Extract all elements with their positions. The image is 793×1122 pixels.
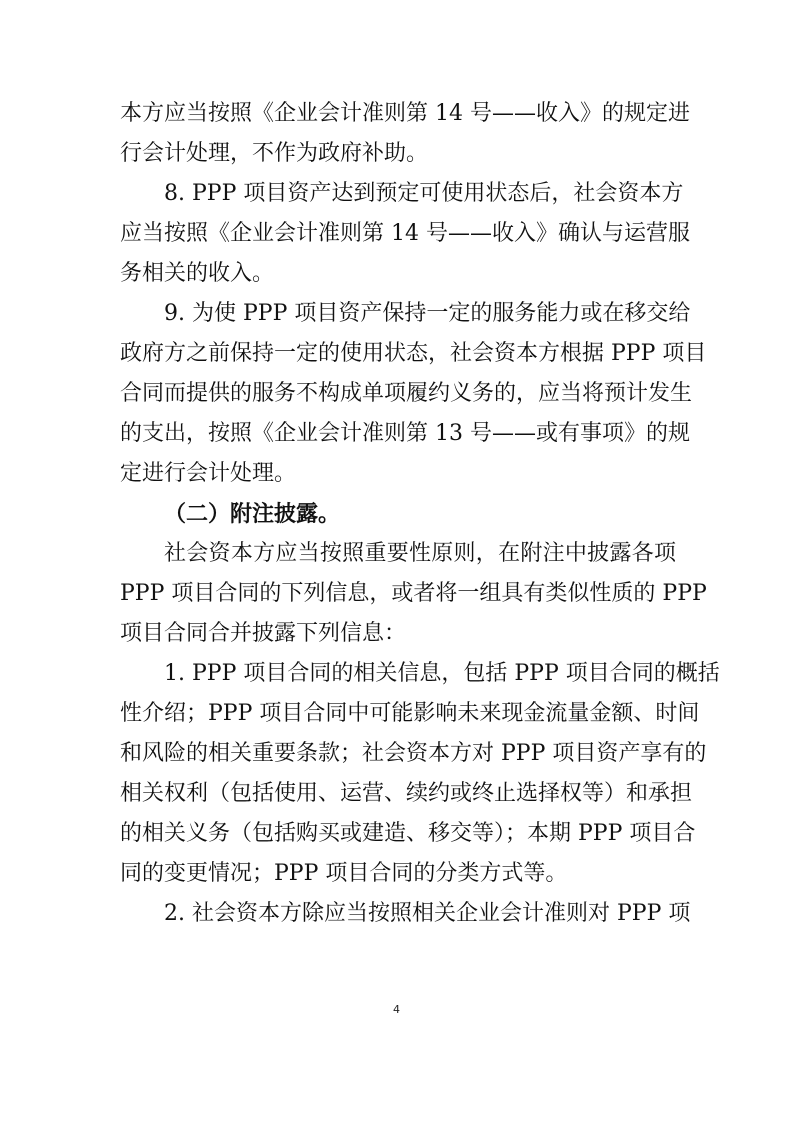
paragraph-line: 的相关义务（包括购买或建造、移交等）；本期 PPP 项目合 xyxy=(120,821,696,846)
paragraph-line: 定进行会计处理。 xyxy=(120,461,297,486)
paragraph-line: 政府方之前保持一定的使用状态，社会资本方根据 PPP 项目 xyxy=(120,341,707,366)
paragraph-line: 合同而提供的服务不构成单项履约义务的，应当将预计发生 xyxy=(120,381,693,406)
paragraph-line: 同的变更情况；PPP 项目合同的分类方式等。 xyxy=(120,861,568,886)
paragraph-line: 应当按照《企业会计准则第 14 号——收入》确认与运营服 xyxy=(120,221,690,246)
paragraph-line: 行会计处理，不作为政府补助。 xyxy=(120,141,429,166)
paragraph-line: 性介绍；PPP 项目合同中可能影响未来现金流量金额、时间 xyxy=(120,701,700,726)
paragraph-line: 1. PPP 项目合同的相关信息，包括 PPP 项目合同的概括 xyxy=(164,661,720,686)
paragraph-line: 和风险的相关重要条款；社会资本方对 PPP 项目资产享有的 xyxy=(120,741,707,766)
paragraph-line: 社会资本方应当按照重要性原则，在附注中披露各项 xyxy=(164,541,676,566)
paragraph-line: 9. 为使 PPP 项目资产保持一定的服务能力或在移交给 xyxy=(164,301,691,326)
paragraph-line: 项目合同合并披露下列信息： xyxy=(120,621,407,646)
paragraph-line: 相关权利（包括使用、运营、续约或终止选择权等）和承担 xyxy=(120,781,693,806)
page-number: 4 xyxy=(393,1003,400,1016)
paragraph-line: 8. PPP 项目资产达到预定可使用状态后，社会资本方 xyxy=(164,181,684,206)
document-body xyxy=(120,94,720,934)
paragraph-line: 2. 社会资本方除应当按照相关企业会计准则对 PPP 项 xyxy=(164,901,691,926)
paragraph-line: PPP 项目合同的下列信息，或者将一组具有类似性质的 PPP xyxy=(120,581,707,606)
paragraph-line: 本方应当按照《企业会计准则第 14 号——收入》的规定进 xyxy=(120,101,690,126)
paragraph-line: 的支出，按照《企业会计准则第 13 号——或有事项》的规 xyxy=(120,421,690,446)
paragraph-line: 务相关的收入。 xyxy=(120,261,275,286)
section-heading: （二）附注披露。 xyxy=(164,501,341,527)
